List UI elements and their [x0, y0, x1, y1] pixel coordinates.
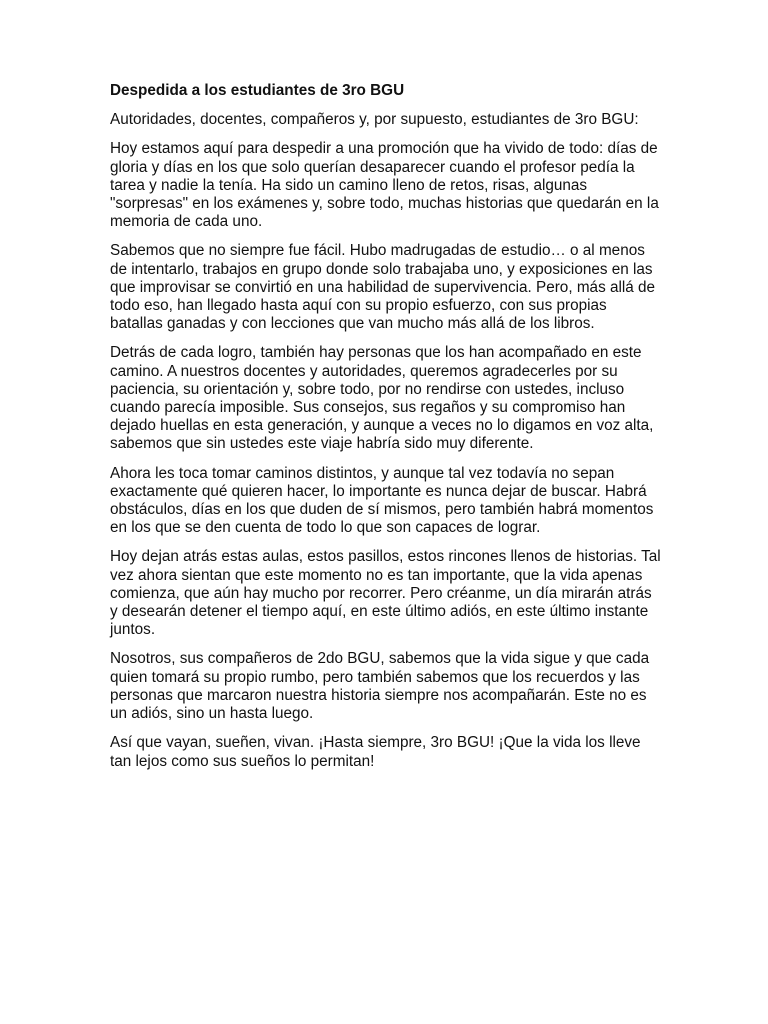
paragraph-greeting: Autoridades, docentes, compañeros y, por supuesto, estudiantes de 3ro BGU: — [110, 111, 639, 129]
paragraph-5: Hoy dejan atrás estas aulas, estos pasillos, estos rincones llenos de historias. Tal vez ahora sientan que este momento no es tan importante, que la vida apenas comienza, que aún hay mucho por recorrer. Pero créanme, un día mirarán atrás y desearán detener el tiempo aquí, en este último adiós, en este último instante juntos. — [110, 548, 661, 639]
document-body — [110, 82, 662, 782]
paragraph-3: Detrás de cada logro, también hay personas que los han acompañado en este camino. A nuestros docentes y autoridades, queremos agradecerles por su paciencia, su orientación y, sobre todo, por no rendirse con ustedes, incluso cuando parecía imposible. Sus consejos, sus regaños y su compromiso han dejado huellas en esta generación, y aunque a veces no lo digamos en voz alta, sabemos que sin ustedes este viaje habría sido muy diferente. — [110, 344, 654, 453]
document-title: Despedida a los estudiantes de 3ro BGU — [110, 82, 405, 99]
paragraph-closing: Así que vayan, sueñen, vivan. ¡Hasta siempre, 3ro BGU! ¡Que la vida los lleve tan lejos como sus sueños lo permitan! — [110, 734, 641, 770]
paragraph-6: Nosotros, sus compañeros de 2do BGU, sabemos que la vida sigue y que cada quien tomará su propio rumbo, pero también sabemos que los recuerdos y las personas que marcaron nuestra historia siempre nos acompañarán. Este no es un adiós, sino un hasta luego. — [110, 650, 650, 723]
paragraph-4: Ahora les toca tomar caminos distintos, y aunque tal vez todavía no sepan exactamente qué quieren hacer, lo importante es nunca dejar de buscar. Habrá obstáculos, días en los que duden de sí mismos, pero también habrá momentos en los que se den cuenta de todo lo que son capaces de lograr. — [110, 464, 654, 537]
paragraph-2: Sabemos que no siempre fue fácil. Hubo madrugadas de estudio… o al menos de intentarlo, trabajos en grupo donde solo trabajaba uno, y exposiciones en las que improvisar se convirtió en una habilidad de supervivencia. Pero, más allá de todo eso, han llegado hasta aquí con su propio esfuerzo, con sus propias batallas ganadas y con lecciones que van mucho más allá de los libros. — [110, 242, 656, 333]
paragraph-1: Hoy estamos aquí para despedir a una promoción que ha vivido de todo: días de gloria y días en los que solo querían desaparecer cuando el profesor pedía la tarea y nadie la tenía. Ha sido un camino lleno de retos, risas, algunas "sorpresas" en los exámenes y, sobre todo, muchas historias que quedarán en la memoria de cada uno. — [110, 140, 659, 231]
